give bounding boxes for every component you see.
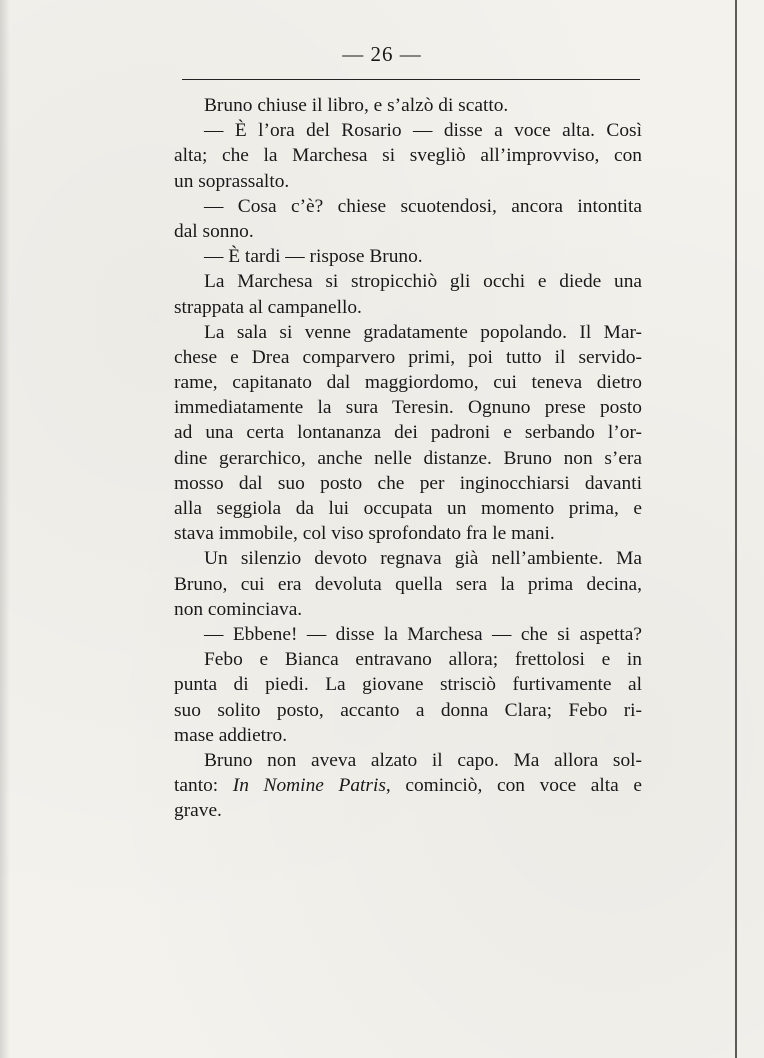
text-line-20: Bruno, cui era devoluta quella sera la prima decina, (174, 573, 642, 595)
text-line-12: rame, capitanato dal maggiordomo, cui teneva dietro (174, 372, 642, 394)
text-line-16: mosso dal suo posto che per inginocchiarsi davanti (174, 472, 642, 494)
text-line-6: dal sonno. (174, 220, 254, 242)
text-line-15: dine gerarchico, anche nelle distanze. Bruno non s’era (174, 447, 642, 469)
text-line-29: grave. (174, 800, 222, 822)
text-line-1: Bruno chiuse il libro, e s’alzò di scatto. (204, 95, 509, 116)
text-line-17: alla seggiola da lui occupata un momento prima, e (174, 498, 642, 519)
text-fragment: tanto: (174, 775, 233, 797)
text-line-3: alta; che la Marchesa si svegliò all’improvviso, con (174, 145, 642, 167)
body-text (174, 93, 642, 823)
text-line-26: mase addietro. (174, 724, 288, 746)
text-line-18: stava immobile, col viso sprofondato fra le mani. (174, 523, 555, 545)
page-edge-line (735, 0, 737, 1058)
page-gutter-shadow (0, 0, 10, 1058)
text-line-9: strappata al campanello. (174, 296, 362, 318)
text-line-25: suo solito posto, accanto a donna Clara; Febo ri- (174, 699, 642, 721)
text-line-21: non cominciava. (174, 598, 303, 620)
text-line-5: — Cosa c’è? chiese scuotendosi, ancora intontita (204, 195, 642, 217)
text-line-7: — È tardi — rispose Bruno. (204, 246, 423, 268)
text-fragment: , cominciò, con voce alta e (385, 775, 642, 797)
text-line-19: Un silenzio devoto regnava già nell’ambiente. Ma (204, 548, 642, 570)
text-line-23: Febo e Bianca entravano allora; frettolosi e in (204, 649, 642, 671)
text-line-27: Bruno non aveva alzato il capo. Ma allora sol- (204, 749, 642, 771)
italic-latin-phrase: In Nomine Patris (232, 775, 386, 797)
text-line-11: chese e Drea comparvero primi, poi tutto il servido- (174, 346, 642, 368)
page-header (0, 42, 764, 67)
text-line-14: ad una certa lontananza dei padroni e serbando l’or- (174, 422, 642, 444)
text-line-22: — Ebbene! — disse la Marchesa — che si aspetta? (204, 623, 642, 645)
text-line-8: La Marchesa si stropicchiò gli occhi e diede una (204, 271, 642, 293)
page-number: — 26 — (342, 42, 422, 66)
text-line-24: punta di piedi. La giovane strisciò furtivamente al (174, 674, 642, 696)
header-rule (182, 79, 640, 80)
text-line-13: immediatamente la sura Teresin. Ognuno prese posto (174, 397, 642, 419)
text-line-4: un soprassalto. (174, 170, 290, 192)
text-line-28 (174, 773, 642, 798)
text-line-2: — È l’ora del Rosario — disse a voce alta. Così (204, 120, 642, 142)
text-line-10: La sala si venne gradatamente popolando. Il Mar- (204, 321, 642, 343)
